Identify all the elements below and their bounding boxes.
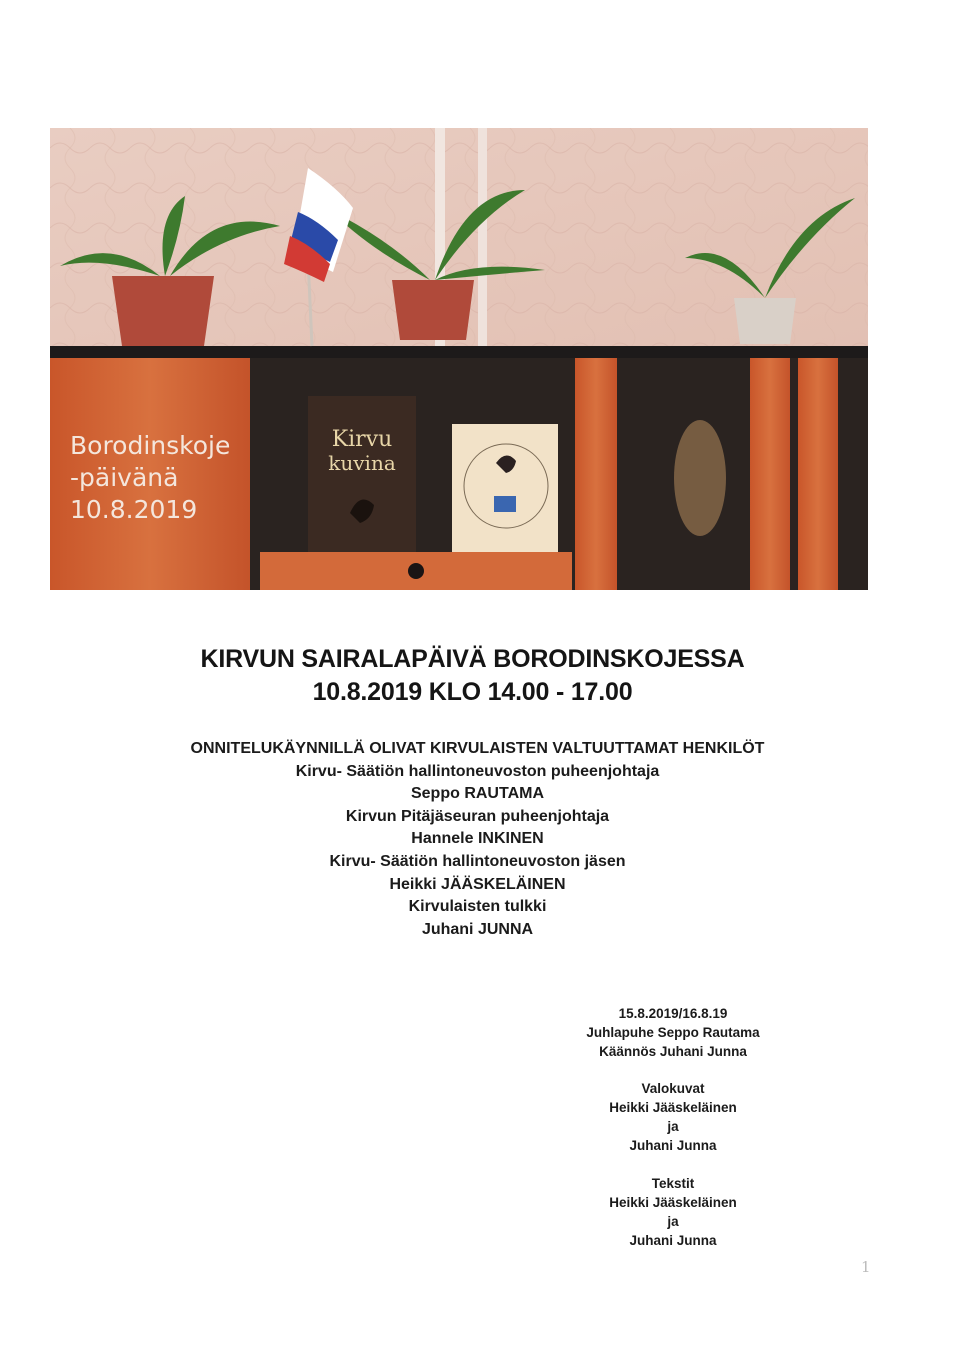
text-credits [572, 1174, 774, 1250]
list-item: ONNITELUKÄYNNILLÄ OLIVAT KIRVULAISTEN VALTUUTTAMAT HENKILÖT [190, 740, 765, 757]
credit-line: 15.8.2019/16.8.19 [618, 1006, 728, 1021]
delegation-list [0, 738, 955, 941]
photo-credits [572, 1079, 774, 1155]
list-item: Heikki JÄÄSKELÄINEN [389, 875, 566, 893]
credit-line: Juhlapuhe Seppo Rautama [586, 1025, 760, 1040]
list-item: Kirvu- Säätiön hallintoneuvoston puheenjohtaja [295, 762, 660, 780]
credit-line: Valokuvat [641, 1081, 705, 1096]
list-item: Hannele INKINEN [411, 830, 544, 848]
event-datetime: 10.8.2019 KLO 14.00 - 17.00 [312, 678, 633, 706]
credit-line: Tekstit [651, 1176, 695, 1191]
list-item: Kirvu- Säätiön hallintoneuvoston jäsen [329, 852, 626, 870]
svg-text:kuvina: kuvina [328, 451, 396, 475]
page-title: KIRVUN SAIRALAPÄIVÄ BORODINSKOJESSA [200, 645, 745, 673]
photo-caption [70, 430, 230, 526]
credit-line: Heikki Jääskeläinen [609, 1100, 737, 1115]
photo-caption-line: -päivänä [70, 463, 179, 492]
credit-line: ja [667, 1119, 679, 1134]
photo-caption-line: Borodinskoje [70, 431, 231, 460]
svg-text:Kirvu: Kirvu [331, 427, 393, 452]
credit-line: Juhani Junna [629, 1233, 717, 1248]
list-item: Seppo RAUTAMA [410, 785, 545, 803]
photo-caption-line: 10.8.2019 [70, 495, 198, 524]
list-item: Kirvulaisten tulkki [408, 898, 547, 916]
page-number: 1 [861, 1258, 871, 1276]
credit-line: Juhani Junna [629, 1138, 717, 1153]
list-item: Juhani JUNNA [421, 920, 534, 938]
speech-credits [572, 1004, 774, 1061]
credit-line: Käännös Juhani Junna [599, 1044, 747, 1059]
credit-line: ja [667, 1214, 679, 1229]
credit-line: Heikki Jääskeläinen [609, 1195, 737, 1210]
list-item: Kirvun Pitäjäseuran puheenjohtaja [345, 807, 610, 825]
cover-photo [50, 128, 868, 590]
